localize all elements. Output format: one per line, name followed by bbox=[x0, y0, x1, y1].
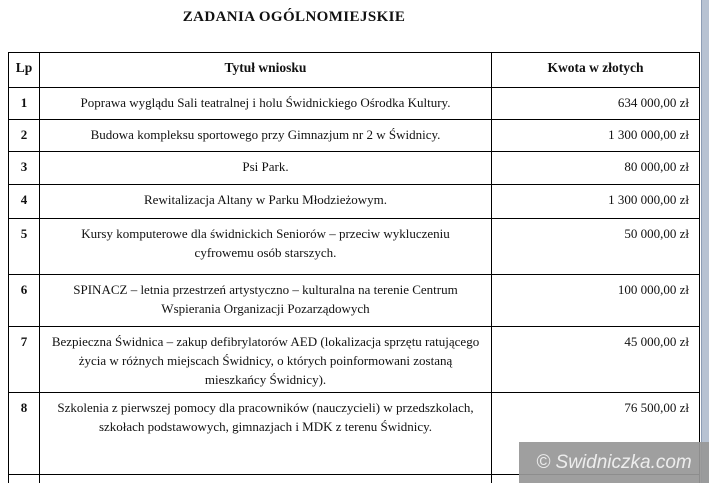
table-row bbox=[9, 219, 699, 275]
table-row bbox=[9, 275, 699, 327]
row-number: 7 bbox=[9, 327, 40, 392]
row-amount: 100 000,00 zł bbox=[617, 282, 689, 297]
table-header-row bbox=[9, 53, 699, 88]
row-title: Szkolenia z pierwszej pomocy dla pracowników (nauczycieli) w przedszkolach, szkołach podstawowych, gimnazjach i MDK z terenu Świdnicy. bbox=[40, 393, 492, 474]
row-title: Bezpieczna Świdnica – zakup defibrylatorów AED (lokalizacja sprzętu ratującego życia w różnych miejscach Świdnicy, o których poinformowani zostaną mieszkańcy Świdnicy). bbox=[40, 327, 492, 392]
header-title: Tytuł wniosku bbox=[40, 53, 492, 87]
row-number: 6 bbox=[9, 275, 40, 326]
row-number: 3 bbox=[9, 152, 40, 184]
row-title: Budowa kompleksu sportowego przy Gimnazjum nr 2 w Świdnicy. bbox=[40, 120, 492, 151]
right-edge-band bbox=[701, 0, 709, 483]
row-amount: 634 000,00 zł bbox=[617, 95, 689, 110]
watermark bbox=[519, 442, 709, 483]
row-number: 5 bbox=[9, 219, 40, 274]
row-number: 8 bbox=[9, 393, 40, 474]
page-title: ZADANIA OGÓLNOMIEJSKIE bbox=[182, 9, 406, 25]
header-amount: Kwota w złotych bbox=[547, 60, 644, 75]
table-row bbox=[9, 120, 699, 152]
row-number: 2 bbox=[9, 120, 40, 151]
tasks-table bbox=[8, 52, 700, 483]
table-row bbox=[9, 152, 699, 185]
row-title bbox=[40, 475, 492, 483]
table-row bbox=[9, 185, 699, 219]
row-amount: 50 000,00 zł bbox=[624, 226, 689, 241]
table-row bbox=[9, 88, 699, 120]
row-amount: 80 000,00 zł bbox=[624, 159, 689, 174]
row-title: SPINACZ – letnia przestrzeń artystyczno – kulturalna na terenie Centrum Wspierania Organizacji Pozarządowych bbox=[40, 275, 492, 326]
row-number: 1 bbox=[9, 88, 40, 119]
table-row bbox=[9, 327, 699, 393]
row-amount: 45 000,00 zł bbox=[624, 334, 689, 349]
header-lp: Lp bbox=[9, 53, 40, 87]
row-title: Kursy komputerowe dla świdnickich Seniorów – przeciw wykluczeniu cyfrowemu osób starszych. bbox=[40, 219, 492, 274]
row-amount: 1 300 000,00 zł bbox=[608, 127, 689, 142]
watermark-text: © Swidniczka.com bbox=[536, 451, 692, 473]
row-amount: 1 300 000,00 zł bbox=[608, 192, 689, 207]
row-title: Psi Park. bbox=[40, 152, 492, 184]
row-title: Rewitalizacja Altany w Parku Młodzieżowym. bbox=[40, 185, 492, 218]
row-number bbox=[9, 475, 40, 483]
row-amount: 76 500,00 zł bbox=[624, 400, 689, 415]
row-title: Poprawa wyglądu Sali teatralnej i holu Świdnickiego Ośrodka Kultury. bbox=[40, 88, 492, 119]
row-number: 4 bbox=[9, 185, 40, 218]
